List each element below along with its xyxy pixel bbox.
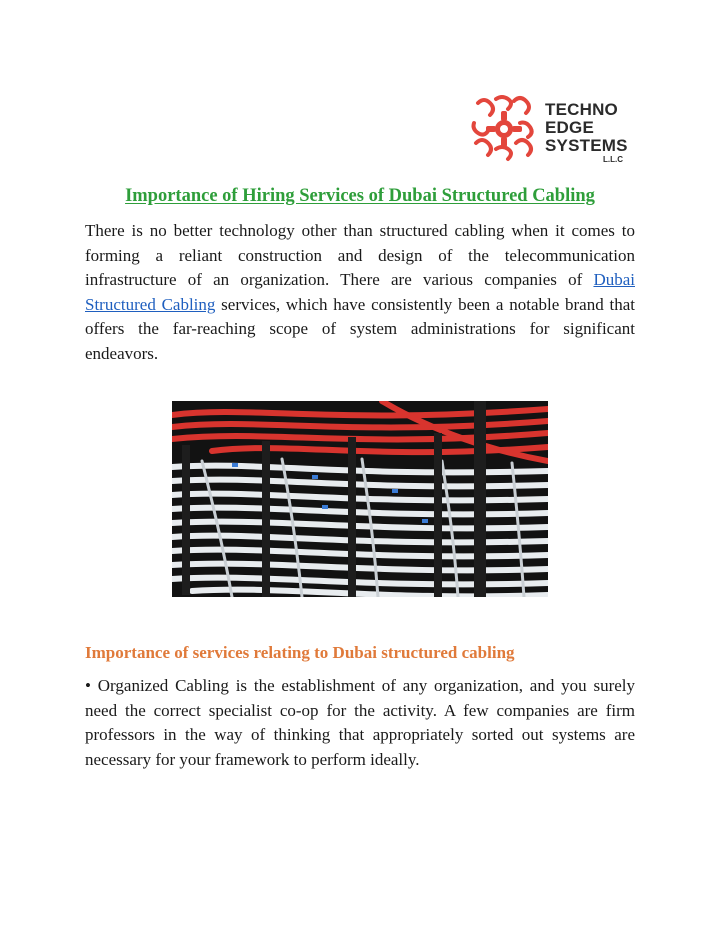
dubai-structured-cabling-link[interactable]: Dubai Structured Cabling	[85, 270, 635, 314]
bullet-paragraph: • Organized Cabling is the establishment of any organization, and you surely need the correct specialist co-op for the activity. A few companies are firm professors in the way of thinking that appropriately sorted out systems are necessary for your framework to perform ideally.	[85, 676, 635, 769]
cabling-photo	[172, 401, 548, 597]
logo-wordmark	[545, 101, 628, 155]
article-title: Importance of Hiring Services of Dubai Structured Cabling	[125, 186, 595, 206]
patch-cables-image	[172, 401, 548, 597]
intro-text-start: There is no better technology other than structured cabling when it comes to forming a reliant construction and design of the telecommunication infrastructure of an organization. There are various companies of	[85, 221, 635, 289]
company-logo	[468, 93, 658, 173]
logo-line-1: TECHNO	[545, 100, 618, 119]
logo-line-3: SYSTEMS	[545, 136, 628, 155]
logo-suffix: L.L.C	[603, 155, 623, 164]
intro-text-end: services, which have consistently been a notable brand that offers the far-reaching scope of system administrations for significant endeavors.	[85, 294, 635, 363]
logo-line-2: EDGE	[545, 118, 594, 137]
logo-mark-icon	[468, 93, 540, 165]
section-heading: Importance of services relating to Dubai structured cabling	[85, 643, 515, 662]
intro-paragraph	[85, 219, 635, 366]
